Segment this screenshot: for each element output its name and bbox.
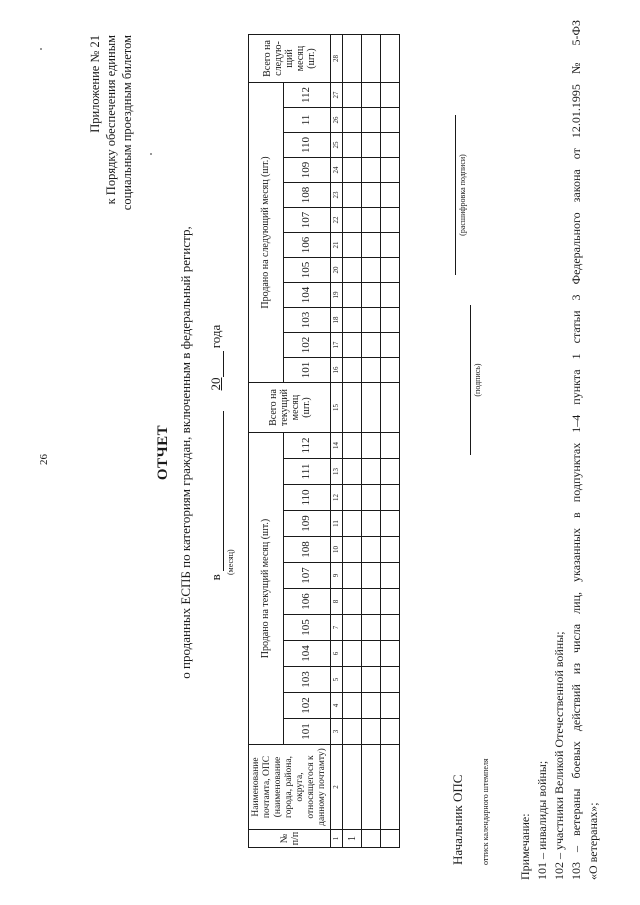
column-number: 18 bbox=[331, 308, 343, 333]
data-cell bbox=[343, 589, 362, 615]
category-code-next: 101 bbox=[283, 358, 330, 383]
data-cell bbox=[381, 563, 400, 589]
data-cell bbox=[381, 308, 400, 333]
data-cell bbox=[362, 208, 381, 233]
data-cell bbox=[381, 233, 400, 258]
data-cell bbox=[362, 667, 381, 693]
data-cell bbox=[343, 693, 362, 719]
data-cell bbox=[343, 511, 362, 537]
data-cell bbox=[381, 208, 400, 233]
column-number: 26 bbox=[331, 108, 343, 133]
category-code-current: 111 bbox=[283, 459, 330, 485]
data-cell bbox=[362, 719, 381, 745]
data-cell bbox=[362, 258, 381, 283]
data-cell bbox=[343, 108, 362, 133]
data-cell bbox=[381, 511, 400, 537]
signature-caption: (подпись) bbox=[473, 363, 482, 397]
data-cell bbox=[381, 158, 400, 183]
column-number: 14 bbox=[331, 433, 343, 459]
header-post-office: Наименование почтамта, ОПС (наименование города, района, округа, относящегося к данному почтамту) bbox=[249, 745, 331, 830]
category-code-current: 103 bbox=[283, 667, 330, 693]
data-cell bbox=[362, 589, 381, 615]
data-cell bbox=[381, 383, 400, 433]
data-cell bbox=[343, 208, 362, 233]
period-suffix: года bbox=[208, 324, 223, 349]
data-cell bbox=[362, 233, 381, 258]
data-cell bbox=[343, 563, 362, 589]
header-total-current: Всего на текущий месяц (шт.) bbox=[249, 383, 331, 433]
signature-line bbox=[470, 305, 471, 455]
data-cell bbox=[381, 133, 400, 158]
data-cell bbox=[381, 433, 400, 459]
month-caption: (месяц) bbox=[226, 549, 235, 575]
page-number: 26 bbox=[38, 454, 50, 465]
data-cell bbox=[343, 333, 362, 358]
data-cell bbox=[343, 358, 362, 383]
data-cell bbox=[381, 615, 400, 641]
category-codes-row bbox=[283, 35, 330, 848]
data-cell bbox=[381, 485, 400, 511]
data-cell bbox=[362, 745, 381, 830]
report-subtitle: о проданных ЕСПБ по категориям граждан, включенным в федеральный регистр, bbox=[178, 226, 193, 679]
category-code-current: 101 bbox=[283, 719, 330, 745]
data-cell bbox=[381, 108, 400, 133]
stamp-caption: оттиск календарного штемпеля bbox=[481, 758, 490, 865]
category-code-current: 104 bbox=[283, 641, 330, 667]
data-cell bbox=[381, 459, 400, 485]
data-cell bbox=[362, 615, 381, 641]
data-cell bbox=[362, 308, 381, 333]
column-number: 12 bbox=[331, 485, 343, 511]
report-title: ОТЧЕТ bbox=[155, 424, 171, 481]
column-number: 5 bbox=[331, 667, 343, 693]
data-cell bbox=[343, 383, 362, 433]
data-cell bbox=[362, 333, 381, 358]
notes-heading: Примечание: bbox=[518, 813, 532, 880]
data-row bbox=[362, 35, 381, 848]
header-sold-current: Продано на текущий месяц (шт.) bbox=[249, 433, 284, 745]
header-total-next: Всего на следую-щий месяц (шт.) bbox=[249, 35, 331, 83]
column-number: 23 bbox=[331, 183, 343, 208]
data-cell bbox=[343, 667, 362, 693]
data-cell bbox=[362, 183, 381, 208]
category-code-next: 11 bbox=[283, 108, 330, 133]
data-cell bbox=[381, 719, 400, 745]
data-cell bbox=[343, 641, 362, 667]
data-cell bbox=[381, 358, 400, 383]
appendix-line: Приложение № 21 bbox=[88, 35, 102, 133]
month-line bbox=[210, 411, 224, 571]
data-row bbox=[381, 35, 400, 848]
column-number: 24 bbox=[331, 158, 343, 183]
category-code-current: 105 bbox=[283, 615, 330, 641]
note-item: 101 – инвалиды войны; bbox=[535, 760, 549, 880]
data-cell bbox=[381, 333, 400, 358]
column-number: 6 bbox=[331, 641, 343, 667]
data-cell bbox=[362, 383, 381, 433]
column-number: 7 bbox=[331, 615, 343, 641]
year-line bbox=[210, 351, 224, 377]
data-cell bbox=[343, 745, 362, 830]
notes bbox=[517, 20, 602, 880]
data-cell bbox=[362, 108, 381, 133]
category-code-next: 102 bbox=[283, 333, 330, 358]
data-cell bbox=[343, 308, 362, 333]
column-number: 4 bbox=[331, 693, 343, 719]
category-code-next: 105 bbox=[283, 258, 330, 283]
decode-caption: (расшифровка подписи) bbox=[458, 154, 467, 236]
data-cell bbox=[343, 233, 362, 258]
appendix-line: социальным проездным билетом bbox=[120, 35, 134, 211]
data-cell bbox=[343, 537, 362, 563]
data-cell bbox=[362, 433, 381, 459]
column-number: 21 bbox=[331, 233, 343, 258]
column-number: 17 bbox=[331, 333, 343, 358]
scan-speck bbox=[40, 48, 42, 50]
report-period bbox=[208, 0, 224, 905]
data-cell bbox=[343, 83, 362, 108]
data-cell bbox=[362, 35, 381, 83]
column-numbers-row bbox=[331, 35, 343, 848]
data-cell bbox=[362, 563, 381, 589]
column-number: 28 bbox=[331, 35, 343, 83]
note-item: 102 – участники Великой Отечественной войны; bbox=[552, 631, 566, 880]
data-cell bbox=[362, 158, 381, 183]
data-cell bbox=[362, 511, 381, 537]
column-number: 9 bbox=[331, 563, 343, 589]
category-code-next: 112 bbox=[283, 83, 330, 108]
data-cell bbox=[381, 283, 400, 308]
data-cell bbox=[381, 667, 400, 693]
report-table bbox=[248, 34, 400, 848]
category-code-next: 107 bbox=[283, 208, 330, 233]
data-cell bbox=[343, 459, 362, 485]
data-cell bbox=[343, 719, 362, 745]
data-cell bbox=[343, 35, 362, 83]
data-cell bbox=[381, 745, 400, 830]
data-cell bbox=[343, 283, 362, 308]
column-number: 13 bbox=[331, 459, 343, 485]
data-cell bbox=[381, 589, 400, 615]
category-code-current: 110 bbox=[283, 485, 330, 511]
data-cell bbox=[343, 485, 362, 511]
position-label: Начальник ОПС bbox=[450, 774, 465, 865]
column-number: 19 bbox=[331, 283, 343, 308]
decode-line bbox=[455, 115, 456, 275]
data-cell bbox=[381, 83, 400, 108]
column-number: 22 bbox=[331, 208, 343, 233]
scan-speck bbox=[150, 153, 152, 155]
data-cell bbox=[362, 485, 381, 511]
data-cell bbox=[362, 133, 381, 158]
category-code-current: 106 bbox=[283, 589, 330, 615]
category-code-current: 108 bbox=[283, 537, 330, 563]
category-code-next: 103 bbox=[283, 308, 330, 333]
column-number: 10 bbox=[331, 537, 343, 563]
data-cell bbox=[381, 35, 400, 83]
data-row bbox=[343, 35, 362, 848]
row-number-cell: 1 bbox=[343, 830, 362, 848]
data-cell bbox=[362, 537, 381, 563]
category-code-next: 104 bbox=[283, 283, 330, 308]
data-cell bbox=[381, 537, 400, 563]
row-number-cell bbox=[381, 830, 400, 848]
note-item-continuation: «О ветеранах»; bbox=[586, 802, 600, 880]
column-number: 1 bbox=[331, 830, 343, 848]
category-code-next: 108 bbox=[283, 183, 330, 208]
data-cell bbox=[343, 158, 362, 183]
column-number: 16 bbox=[331, 358, 343, 383]
column-number: 8 bbox=[331, 589, 343, 615]
appendix-line: к Порядку обеспечения единым bbox=[104, 35, 118, 205]
header-no: № п/п bbox=[249, 830, 331, 848]
report-table-body bbox=[249, 35, 400, 848]
category-code-next: 110 bbox=[283, 133, 330, 158]
column-number: 20 bbox=[331, 258, 343, 283]
data-cell bbox=[362, 358, 381, 383]
column-number: 25 bbox=[331, 133, 343, 158]
data-cell bbox=[362, 83, 381, 108]
data-cell bbox=[343, 433, 362, 459]
data-cell bbox=[343, 258, 362, 283]
data-cell bbox=[362, 283, 381, 308]
column-number: 11 bbox=[331, 511, 343, 537]
header-sold-next: Продано на следующий месяц (шт.) bbox=[249, 83, 284, 383]
category-code-next: 106 bbox=[283, 233, 330, 258]
data-cell bbox=[343, 615, 362, 641]
data-cell bbox=[381, 258, 400, 283]
row-number-cell bbox=[362, 830, 381, 848]
data-cell bbox=[343, 133, 362, 158]
column-number: 3 bbox=[331, 719, 343, 745]
data-cell bbox=[362, 641, 381, 667]
data-cell bbox=[343, 183, 362, 208]
data-cell bbox=[362, 693, 381, 719]
column-number: 2 bbox=[331, 745, 343, 830]
data-cell bbox=[362, 459, 381, 485]
year-prefix: 20 bbox=[208, 377, 223, 391]
category-code-current: 107 bbox=[283, 563, 330, 589]
category-code-next: 109 bbox=[283, 158, 330, 183]
data-cell bbox=[381, 183, 400, 208]
data-cell bbox=[381, 641, 400, 667]
category-code-current: 109 bbox=[283, 511, 330, 537]
appendix-header bbox=[87, 35, 135, 295]
data-cell bbox=[381, 693, 400, 719]
header-row bbox=[249, 35, 284, 848]
column-number: 27 bbox=[331, 83, 343, 108]
note-item: 103 – ветераны боевых действий из числа лиц, указанных в подпунктах 1–4 пункта 1 статьи 3 Федерального закона от 12.01.1995 № 5-ФЗ bbox=[569, 20, 583, 880]
category-code-current: 112 bbox=[283, 433, 330, 459]
column-number: 15 bbox=[331, 383, 343, 433]
category-code-current: 102 bbox=[283, 693, 330, 719]
period-prefix: в bbox=[208, 574, 223, 581]
